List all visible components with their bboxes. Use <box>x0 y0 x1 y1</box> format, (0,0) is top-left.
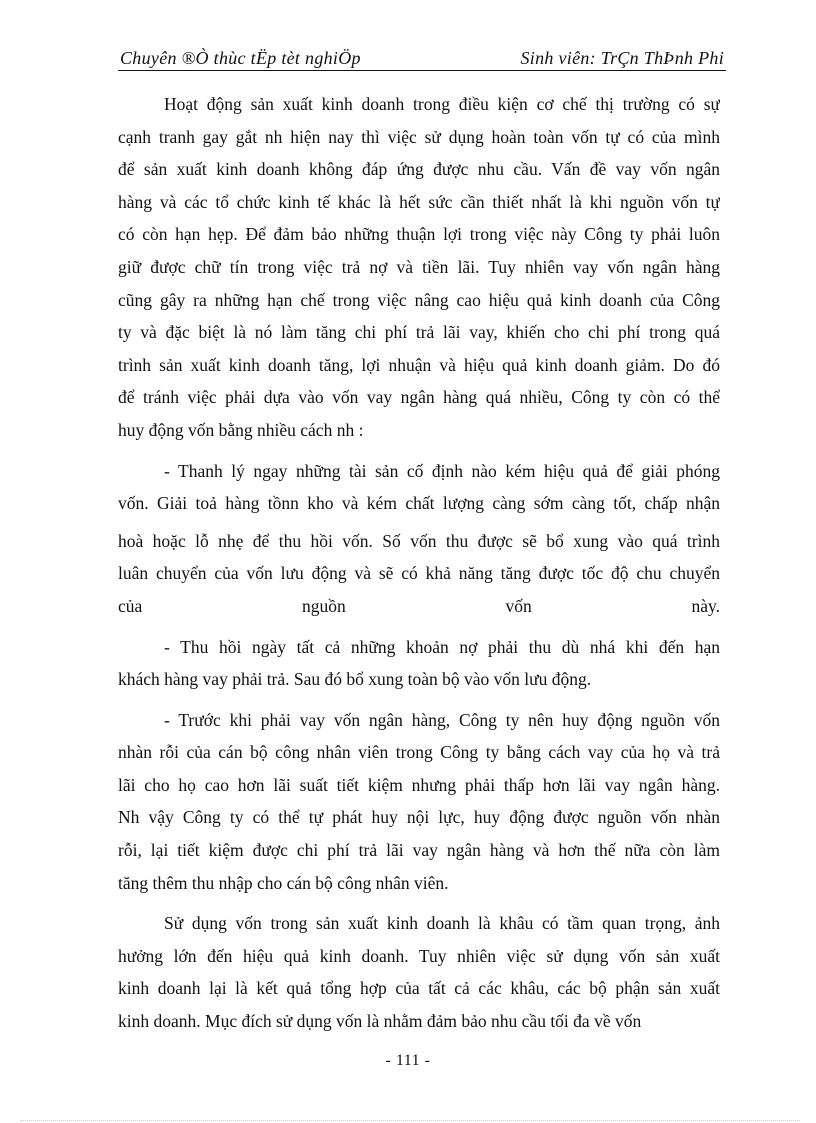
header-title: Chuyên ®Ò thùc tËp tèt nghiÖp <box>120 48 361 68</box>
text-line: tăng thêm thu nhập cho cán bộ công nhân viên. <box>118 872 449 893</box>
text-line: vốn. Giải toả hàng tồnn kho và kém chất lượng càng sớm càng tốt, chấp nhận <box>118 493 720 514</box>
text-line: - Thu hồi ngày tất cả những khoản nợ phải thu dù nhá khi đến hạn <box>164 636 720 657</box>
text-line: hưởng lớn đến hiệu quả kinh doanh. Tuy nhiên việc sử dụng vốn sản xuất <box>118 945 720 966</box>
text-line: kinh doanh lại là kết quả tổng hợp của tất cả các khâu, các bộ phận sản xuất <box>118 978 720 999</box>
text-line: hoà hoặc lỗ nhẹ để thu hồi vốn. Số vốn thu được sẽ bổ xung vào quá trình <box>118 530 720 551</box>
text-line: có còn hạn hẹp. Để đảm bảo những thuận lợi trong việc này Công ty phải luôn <box>118 224 720 245</box>
paragraph <box>118 907 720 1037</box>
text-line: huy động vốn bằng nhiều cách nh : <box>118 419 364 440</box>
paragraph <box>118 455 720 623</box>
document-body <box>118 88 720 1038</box>
text-line: nhàn rỗi của cán bộ công nhân viên trong Công ty bằng cách vay của họ và trả <box>118 742 720 763</box>
paragraph <box>118 704 720 900</box>
text-line: luân chuyển của vốn lưu động và sẽ có khả năng tăng được tốc độ chu chuyển <box>118 563 720 584</box>
text-line: hàng và các tổ chức kinh tế khác là hết sức cần thiết nhất là khi nguồn vốn tự <box>118 191 720 212</box>
text-line: của nguồn vốn này. <box>118 595 720 616</box>
page-number: - 111 - <box>385 1052 431 1069</box>
text-line: để tránh việc phải dựa vào vốn vay ngân hàng quá nhiều, Công ty còn có thể <box>118 387 720 408</box>
text-line: khách hàng vay phải trả. Sau đó bổ xung toàn bộ vào vốn lưu động. <box>118 669 592 690</box>
text-line: ty và đặc biệt là nó làm tăng chi phí trả lãi vay, khiến cho chi phí trong quá <box>118 322 720 343</box>
page-header <box>118 46 726 71</box>
text-line: cũng gây ra những hạn chế trong việc nâng cao hiệu quả kinh doanh của Công <box>118 289 720 310</box>
paragraph <box>118 631 720 696</box>
text-line: trình sản xuất kinh doanh tăng, lợi nhuận và hiệu quả kinh doanh giảm. Do đó <box>118 354 720 375</box>
text-line: kinh doanh. Mục đích sử dụng vốn là nhằm đảm bảo nhu cầu tối đa về vốn <box>118 1011 642 1032</box>
text-line: Sử dụng vốn trong sản xuất kinh doanh là khâu có tầm quan trọng, ảnh <box>164 913 720 934</box>
page-edge-divider <box>20 1120 800 1121</box>
text-line: giữ được chữ tín trong việc trả nợ và tiền lãi. Tuy nhiên vay vốn ngân hàng <box>118 256 720 277</box>
text-line: lãi cho họ cao hơn lãi suất tiết kiệm nhưng phải thấp hơn lãi vay ngân hàng. <box>118 774 720 795</box>
text-line: Hoạt động sản xuất kinh doanh trong điều kiện cơ chế thị trường có sự <box>164 94 720 114</box>
text-line: rỗi, lại tiết kiệm được chi phí trả lãi vay ngân hàng và hơn thế nữa còn làm <box>118 840 720 861</box>
text-line: Nh vậy Công ty có thể tự phát huy nội lực, huy động được nguồn vốn nhàn <box>118 807 720 828</box>
text-line: để sản xuất kinh doanh không đáp ứng được nhu cầu. Vấn đề vay vốn ngân <box>118 159 720 180</box>
text-line: cạnh tranh gay gắt nh hiện nay thì việc sử dụng hoàn toàn vốn tự có của mình <box>118 126 720 147</box>
text-line: - Trước khi phải vay vốn ngân hàng, Công ty nên huy động nguồn vốn <box>164 709 720 730</box>
header-author: Sinh viên: TrÇn ThÞnh Phi <box>520 48 724 68</box>
paragraph <box>118 88 720 447</box>
text-line: - Thanh lý ngay những tài sản cố định nào kém hiệu quả để giải phóng <box>164 460 720 481</box>
